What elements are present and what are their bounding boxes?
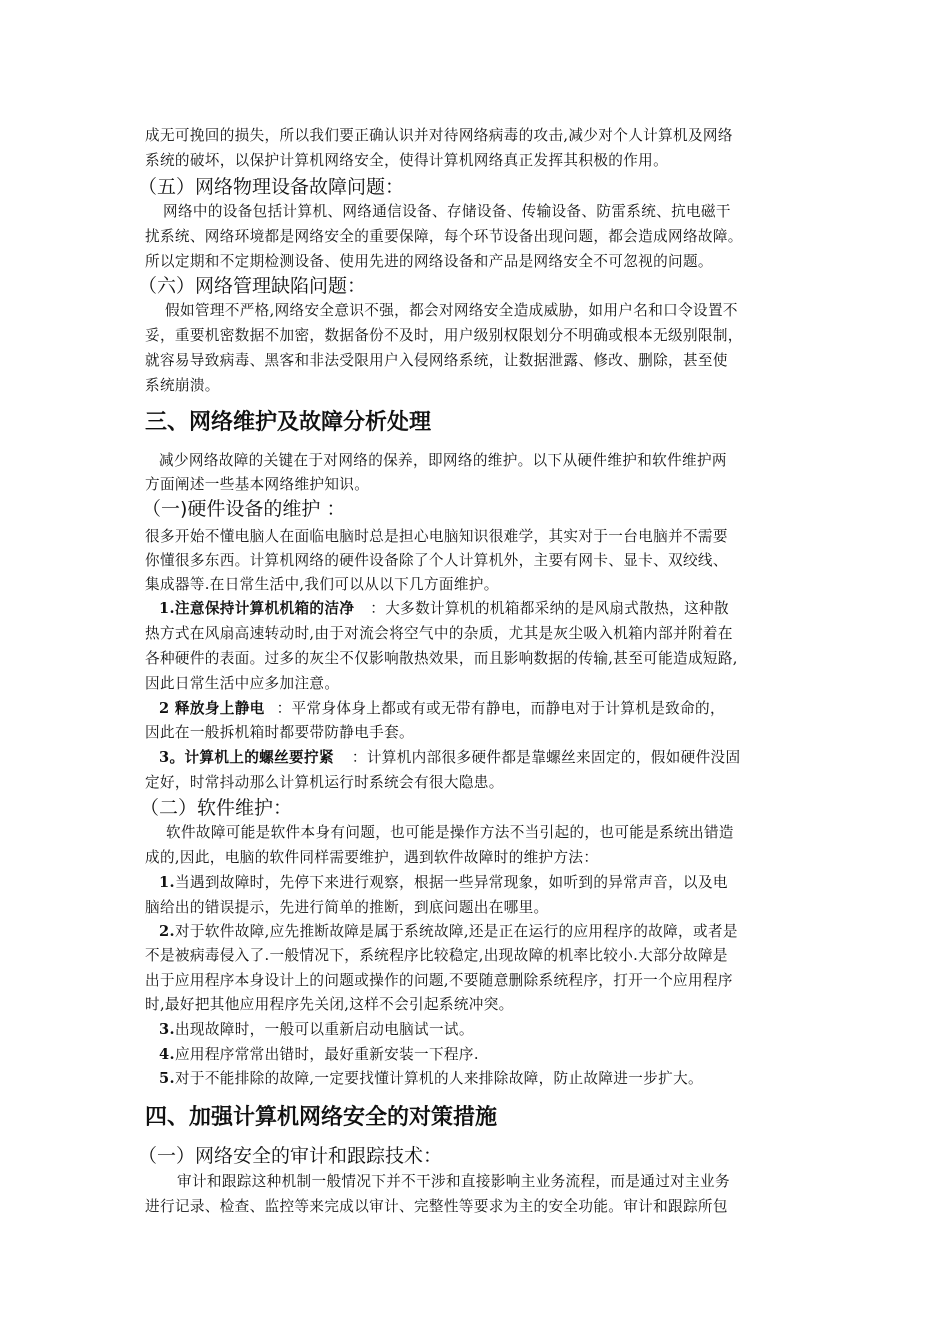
paragraph-line: 软件故障可能是软件本身有问题，也可能是操作方法不当引起的，也可能是系统出错造 — [166, 824, 734, 841]
paragraph-line: 减少网络故障的关键在于对网络的保养，即网络的维护。以下从硬件维护和软件维护两 — [159, 452, 727, 469]
list-item-number: 3. — [159, 1021, 175, 1038]
paragraph-line: 因此日常生活中应多加注意。 — [145, 675, 340, 692]
list-item — [159, 922, 738, 942]
chapter-heading-4: 四、加强计算机网络安全的对策措施 — [145, 1105, 498, 1130]
paragraph-line: 网络中的设备包括计算机、网络通信设备、存储设备、传输设备、防雷系统、抗电磁干 — [163, 203, 731, 220]
paragraph-line: 出于应用程序本身设计上的问题或操作的问题,不要随意删除系统程序，打开一个应用程序 — [145, 972, 733, 989]
paragraph-line: 就容易导致病毒、黑客和非法受限用户入侵网络系统，让数据泄露、修改、删除，甚至使 — [145, 352, 728, 369]
list-item-text: ：计算机内部很多硬件都是靠螺丝来固定的，假如硬件没固 — [351, 749, 741, 766]
list-item-title: 2 释放身上静电 — [159, 700, 265, 717]
list-item-text: 对于不能排除的故障,一定要找懂计算机的人来排除故障，防止故障进一步扩大。 — [174, 1070, 703, 1087]
section-heading-6: （六）网络管理缺陷问题： — [138, 275, 367, 297]
subsection-heading-audit: （一）网络安全的审计和跟踪技术： — [138, 1145, 443, 1167]
subsection-heading-hardware: （一)硬件设备的维护 ： — [142, 498, 346, 520]
list-item-number: 4. — [159, 1046, 175, 1063]
paragraph-line: 妥，重要机密数据不加密，数据备份不及时，用户级别权限划分不明确或根本无级别限制， — [145, 327, 743, 344]
section-heading-5: （五）网络物理设备故障问题： — [138, 176, 405, 198]
paragraph-line: 时,最好把其他应用程序先关闭,这样不会引起系统冲突。 — [145, 996, 514, 1013]
paragraph-line: 你懂很多东西。计算机网络的硬件设备除了个人计算机外，主要有网卡、显卡、双绞线、 — [145, 552, 728, 569]
list-item-text: 对于软件故障,应先推断故障是属于系统故障,还是正在运行的应用程序的故障，或者是 — [174, 923, 738, 940]
chapter-heading-3: 三、网络维护及故障分析处理 — [145, 410, 432, 435]
list-item-text: 出现故障时，一般可以重新启动电脑试一试。 — [174, 1021, 474, 1038]
list-item-text: ：大多数计算机的机箱都采纳的是风扇式散热，这种散 — [370, 600, 729, 617]
paragraph-line: 不是被病毒侵入了.一般情况下，系统程序比较稳定,出现故障的机率比较小.大部分故障是 — [145, 947, 728, 964]
paragraph-line: 各种硬件的表面。过多的灰尘不仅影响散热效果，而且影响数据的传输,甚至可能造成短路, — [145, 650, 738, 667]
list-item-number: 5. — [159, 1070, 175, 1087]
paragraph-line: 方面阐述一些基本网络维护知识。 — [145, 476, 370, 493]
paragraph-line: 成无可挽回的损失，所以我们要正确认识并对待网络病毒的攻击,减少对个人计算机及网络 — [145, 127, 733, 144]
paragraph-line: 所以定期和不定期检测设备、使用先进的网络设备和产品是网络安全不可忽视的问题。 — [145, 253, 713, 270]
list-item-text: 应用程序常常出错时，最好重新安装一下程序. — [174, 1046, 479, 1063]
list-item — [159, 1069, 703, 1089]
paragraph-line: 成的,因此，电脑的软件同样需要维护，遇到软件故障时的维护方法： — [145, 849, 599, 866]
paragraph-line: 系统的破坏，以保护计算机网络安全，使得计算机网络真正发挥其积极的作用。 — [145, 152, 669, 169]
list-item-text: 当遇到故障时，先停下来进行观察，根据一些异常现象，如听到的异常声音，以及电 — [174, 874, 728, 891]
list-item — [159, 748, 740, 768]
list-item — [159, 1045, 479, 1065]
paragraph-line: 扰系统、网络环境都是网络安全的重要保障，每个环节设备出现问题，都会造成网络故障。 — [145, 228, 743, 245]
list-item-title: 3。计算机上的螺丝要拧紧 — [159, 749, 334, 766]
list-item-text: ：平常身体身上都或有或无带有静电，而静电对于计算机是致命的， — [276, 700, 725, 717]
paragraph-line: 热方式在风扇高速转动时,由于对流会将空气中的杂质，尤其是灰尘吸入机箱内部并附着在 — [145, 625, 733, 642]
paragraph-line: 因此在一般拆机箱时都要带防静电手套。 — [145, 724, 414, 741]
list-item-number: 2. — [159, 923, 175, 940]
subsection-heading-software: （二）软件维护： — [140, 797, 293, 819]
list-item — [159, 1020, 474, 1040]
list-item — [159, 599, 729, 619]
paragraph-line: 假如管理不严格,网络安全意识不强，都会对网络安全造成威胁，如用户名和口令设置不 — [165, 302, 738, 319]
list-item-number: 1. — [159, 874, 175, 891]
paragraph-line: 审计和跟踪这种机制一般情况下并不干涉和直接影响主业务流程，而是通过对主业务 — [177, 1173, 730, 1190]
paragraph-line: 脑给出的错误提示，先进行简单的推断，到底问题出在哪里。 — [145, 899, 549, 916]
list-item-title: 1.注意保持计算机机箱的洁净 — [159, 600, 355, 617]
paragraph-line: 进行记录、检查、监控等来完成以审计、完整性等要求为主的安全功能。审计和跟踪所包 — [145, 1198, 728, 1215]
paragraph-line: 定好，时常抖动那么计算机运行时系统会有很大隐患。 — [145, 774, 504, 791]
paragraph-line: 很多开始不懂电脑人在面临电脑时总是担心电脑知识很难学，其实对于一台电脑并不需要 — [145, 528, 728, 545]
paragraph-line: 系统崩溃。 — [145, 377, 220, 394]
list-item — [159, 873, 728, 893]
paragraph-line: 集成器等.在日常生活中,我们可以从以下几方面维护。 — [145, 576, 499, 593]
list-item — [159, 699, 725, 719]
